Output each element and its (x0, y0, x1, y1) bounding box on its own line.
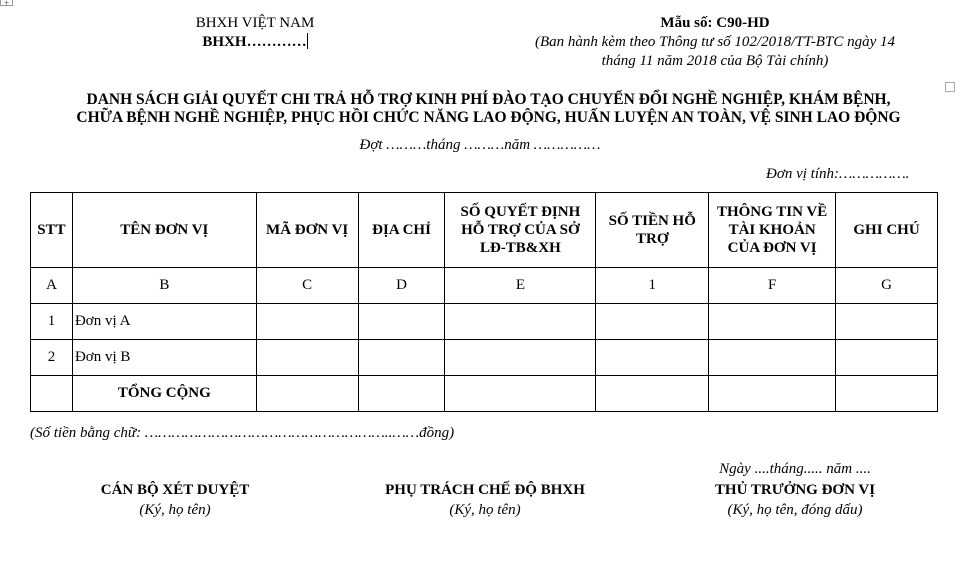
signature-block-bhxh-officer (350, 480, 620, 520)
signature-block-reviewer (60, 480, 290, 520)
col-header-address: ĐỊA CHỈ (358, 193, 445, 268)
col-header-support-amount: SỐ TIỀN HỖ TRỢ (596, 193, 709, 268)
unit-code-cell[interactable] (256, 340, 358, 376)
column-code-row (31, 268, 938, 304)
code-cell: A (31, 268, 73, 304)
col-header-unit-code: MÃ ĐƠN VỊ (256, 193, 358, 268)
support-amount-cell[interactable] (596, 340, 709, 376)
account-info-cell[interactable] (709, 340, 836, 376)
signature-title: THỦ TRƯỞNG ĐƠN VỊ (714, 482, 876, 498)
unit-name-cell[interactable]: Đơn vị B (72, 340, 256, 376)
title-line2: CHỮA BỆNH NGHỀ NGHIỆP, PHỤC HỒI CHỨC NĂNG LAO ĐỘNG, HUẤN LUYỆN AN TOÀN, VỆ SINH LAO ĐỘNG (76, 109, 901, 126)
code-cell: D (358, 268, 445, 304)
table-row (31, 304, 938, 340)
stt-cell[interactable] (31, 376, 73, 412)
code-cell: 1 (596, 268, 709, 304)
col-header-stt: STT (31, 193, 73, 268)
decision-no-cell[interactable] (445, 340, 596, 376)
notes-cell[interactable] (836, 304, 938, 340)
unit-code-cell[interactable] (256, 304, 358, 340)
payment-list-table (30, 192, 938, 412)
header-left (155, 14, 355, 52)
code-cell: G (836, 268, 938, 304)
table-header-row (31, 193, 938, 268)
header-right (500, 14, 930, 71)
signature-date-line: Ngày ....tháng..... năm .... (719, 461, 871, 477)
unit-name[interactable]: BHXH………… (202, 34, 307, 50)
code-cell: B (72, 268, 256, 304)
account-info-cell[interactable] (709, 304, 836, 340)
code-cell: F (709, 268, 836, 304)
account-info-cell[interactable] (709, 376, 836, 412)
issued-note-line1: (Ban hành kèm theo Thông tư số 102/2018/TT-BTC ngày 14 (535, 34, 895, 50)
text-cursor (307, 33, 308, 49)
address-cell[interactable] (358, 340, 445, 376)
signature-note: (Ký, họ tên, đóng dấu) (727, 502, 863, 518)
period-line: Đợt ………tháng ………năm …………… (359, 137, 601, 153)
total-label: TỔNG CỘNG (72, 376, 256, 412)
total-row (31, 376, 938, 412)
address-cell[interactable] (358, 304, 445, 340)
signature-title: PHỤ TRÁCH CHẾ ĐỘ BHXH (385, 482, 585, 498)
decision-no-cell[interactable] (445, 304, 596, 340)
agency-name: BHXH VIỆT NAM (195, 15, 315, 31)
table-row (31, 340, 938, 376)
signature-note: (Ký, họ tên) (449, 502, 521, 518)
code-cell: E (445, 268, 596, 304)
signature-block-head (680, 480, 910, 520)
unit-of-measure: Đơn vị tính:……………. (766, 166, 910, 182)
issued-note-line2: tháng 11 năm 2018 của Bộ Tài chính) (601, 53, 829, 69)
stt-cell[interactable]: 2 (31, 340, 73, 376)
code-cell: C (256, 268, 358, 304)
notes-cell[interactable] (836, 340, 938, 376)
unit-code-cell[interactable] (256, 376, 358, 412)
unit-name-cell[interactable]: Đơn vị A (72, 304, 256, 340)
decision-no-cell[interactable] (445, 376, 596, 412)
address-cell[interactable] (358, 376, 445, 412)
support-amount-cell[interactable] (596, 304, 709, 340)
signature-note: (Ký, họ tên) (139, 502, 211, 518)
form-number: Mẫu số: C90-HD (660, 15, 770, 31)
document-title (0, 91, 977, 127)
col-header-notes: GHI CHÚ (836, 193, 938, 268)
title-line1: DANH SÁCH GIẢI QUYẾT CHI TRẢ HỖ TRỢ KINH PHÍ ĐÀO TẠO CHUYỂN ĐỔI NGHỀ NGHIỆP, KHÁM BỆNH, (86, 91, 891, 108)
col-header-unit-name: TÊN ĐƠN VỊ (72, 193, 256, 268)
total-amount-cell[interactable] (596, 376, 709, 412)
col-header-account-info: THÔNG TIN VỀ TÀI KHOẢN CỦA ĐƠN VỊ (709, 193, 836, 268)
amount-in-words: (Số tiền bằng chữ: ………………………………………………..……đồng) (30, 425, 455, 441)
notes-cell[interactable] (836, 376, 938, 412)
col-header-decision-no: SỐ QUYẾT ĐỊNH HỖ TRỢ CỦA SỞ LĐ-TB&XH (445, 193, 596, 268)
stt-cell[interactable]: 1 (31, 304, 73, 340)
signature-title: CÁN BỘ XÉT DUYỆT (100, 482, 250, 498)
table-move-handle[interactable]: + (0, 0, 13, 6)
